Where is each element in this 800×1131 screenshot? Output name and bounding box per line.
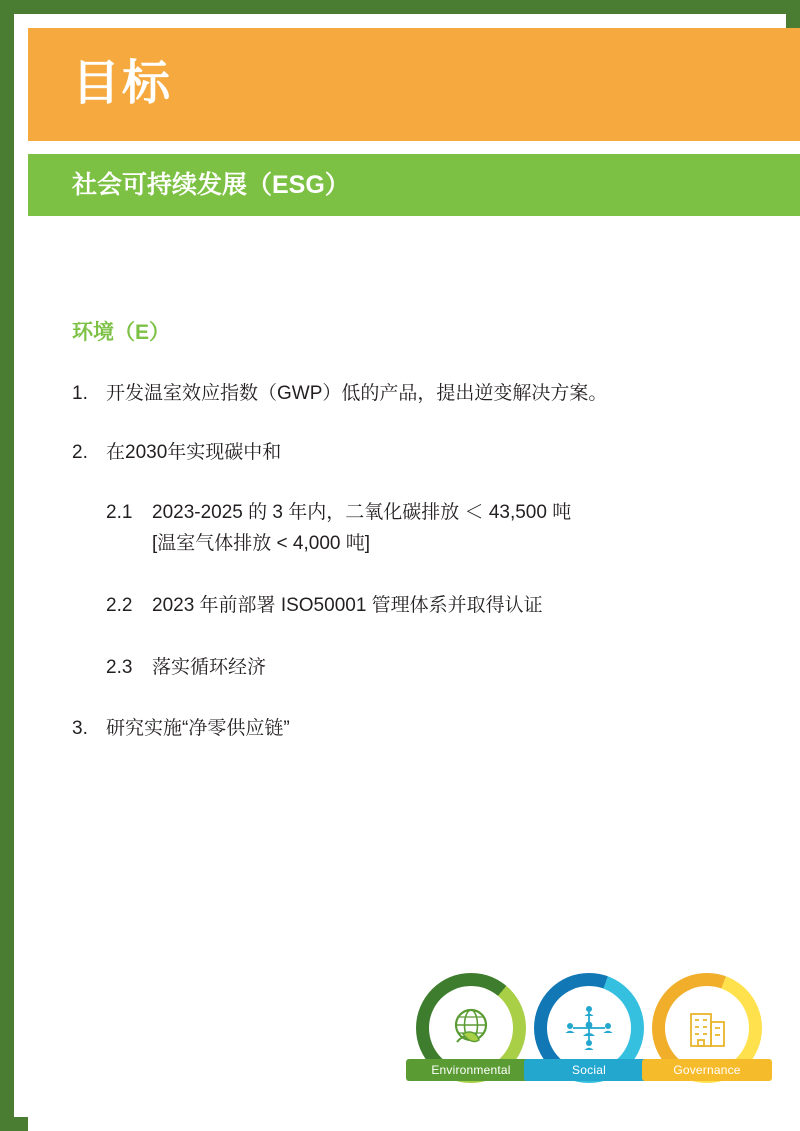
list-item	[72, 379, 762, 409]
badge-governance	[652, 973, 762, 1083]
globe-leaf-icon	[429, 986, 513, 1070]
sub-list-item-number: 2.1	[106, 502, 133, 523]
badge-social	[534, 973, 644, 1083]
list-item-number: 1.	[72, 383, 88, 404]
page-inner	[28, 28, 800, 1131]
building-icon	[665, 986, 749, 1070]
objectives-list	[72, 379, 762, 773]
sub-list-item-line2: [温室气体排放 < 4,000 吨]	[152, 533, 371, 554]
sub-list-item-text	[152, 497, 571, 559]
subheader-title: 社会可持续发展（ESG）	[72, 171, 350, 199]
page-title: 目标	[72, 57, 173, 110]
list-item-number: 3.	[72, 718, 88, 739]
list-item-text: 在2030年实现碳中和	[106, 442, 282, 463]
section-heading: 环境（E）	[72, 321, 171, 344]
subheader-band	[28, 154, 800, 216]
badge-label: Social	[524, 1059, 654, 1081]
sub-list-item-line1: 2023-2025 的 3 年内，二氧化碳排放 ＜ 43,500 吨	[152, 502, 572, 523]
sub-list-item-number: 2.3	[106, 657, 133, 678]
list-item-number: 2.	[72, 442, 88, 463]
sub-list-item	[106, 652, 762, 683]
list-item-text: 开发温室效应指数（GWP）低的产品，提出逆变解决方案。	[106, 383, 608, 404]
sub-list-item-number: 2.2	[106, 595, 133, 616]
sub-list-item-text: 落实循环经济	[152, 657, 267, 678]
sub-list-item-text: 2023 年前部署 ISO50001 管理体系并取得认证	[152, 595, 543, 616]
list-item	[72, 714, 762, 744]
esg-badges	[416, 965, 776, 1105]
badge-label: Environmental	[406, 1059, 536, 1081]
badge-label: Governance	[642, 1059, 772, 1081]
list-item-text: 研究实施“净零供应链”	[106, 718, 290, 739]
network-people-icon	[547, 986, 631, 1070]
badge-environmental	[416, 973, 526, 1083]
list-item	[72, 438, 762, 468]
sub-list-item	[106, 497, 762, 559]
header-band	[28, 28, 800, 141]
sub-list-item	[106, 590, 762, 621]
